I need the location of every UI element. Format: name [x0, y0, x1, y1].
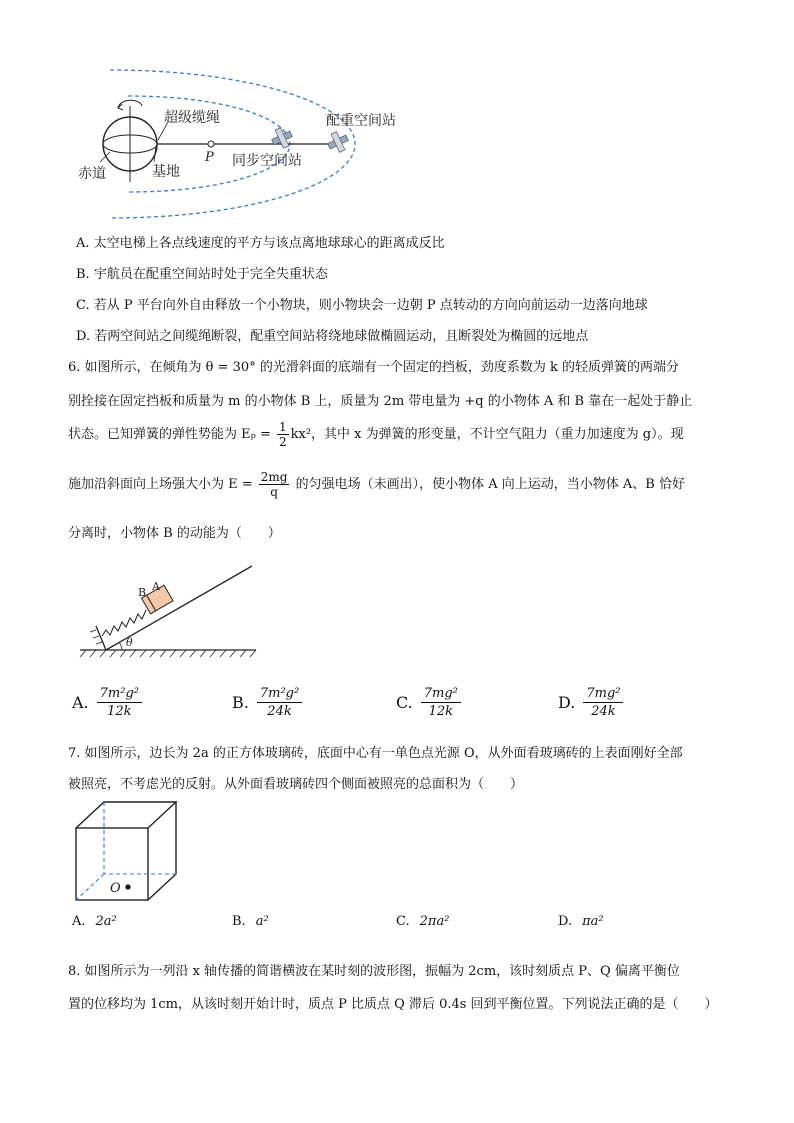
q7-option-b-letter: B. — [232, 914, 246, 929]
q7-option-c-letter: C. — [396, 914, 410, 929]
label-equator: 赤道 — [78, 166, 106, 182]
q7-option-b-value: a² — [255, 914, 269, 929]
q6-option-b — [232, 686, 302, 719]
q6-line-2: 别拴接在固定挡板和质量为 m 的小物体 B 上，质量为 2m 带电量为 +q 的小物体 A 和 B 靠在一起处于静止 — [68, 394, 693, 409]
q6-option-a-den: 12k — [107, 704, 132, 719]
q6-option-d-den: 24k — [591, 704, 616, 719]
label-theta: θ — [126, 636, 133, 649]
q6-field-frac-den: q — [270, 485, 278, 499]
q7-option-a — [72, 914, 117, 929]
q6-line-5: 分离时，小物体 B 的动能为（ ） — [68, 526, 281, 541]
q6-option-d-num: 7mg² — [583, 686, 623, 703]
q7-option-d — [558, 914, 604, 929]
q7-option-d-letter: D. — [558, 914, 573, 929]
q6-option-a-num: 7m²g² — [97, 686, 142, 703]
q7-option-a-value: 2a² — [95, 914, 117, 929]
q6-line-4-post: 的匀强电场（未画出），使小物体 A 向上运动，当小物体 A、B 恰好 — [291, 477, 685, 492]
label-counterweight: 配重空间站 — [326, 113, 396, 129]
q6-line-3 — [68, 418, 684, 452]
q6-option-c-fraction — [421, 686, 461, 719]
q6-energy-fraction — [277, 420, 289, 449]
q7-option-c-value: 2πa² — [419, 914, 450, 929]
label-a: A — [152, 580, 160, 593]
q6-option-b-den: 24k — [267, 704, 292, 719]
q5-option-d: D. 若两空间站之间缆绳断裂，配重空间站将绕地球做椭圆运动，且断裂处为椭圆的远地点 — [76, 329, 589, 344]
q6-option-b-num: 7m²g² — [257, 686, 302, 703]
q6-option-b-fraction — [257, 686, 302, 719]
q6-line-1: 6. 如图所示，在倾角为 θ = 30° 的光滑斜面的底端有一个固定的挡板，劲度系数为 k 的轻质弹簧的两端分 — [68, 360, 679, 375]
q6-line-4-pre: 施加沿斜面向上场强大小为 E = — [68, 477, 257, 492]
q6-option-b-letter: B. — [232, 693, 249, 712]
q6-option-c-num: 7mg² — [421, 686, 461, 703]
q5-option-a: A. 太空电梯上各点线速度的平方与该点离地球球心的距离成反比 — [76, 236, 445, 251]
cube-figure — [72, 800, 182, 904]
q6-option-c-letter: C. — [396, 693, 413, 712]
incline-figure — [76, 560, 266, 662]
q6-option-c — [396, 686, 461, 719]
q6-line-4 — [68, 468, 685, 502]
q7-line-1: 7. 如图所示，边长为 2a 的正方体玻璃砖，底面中心有一单色点光源 O，从外面看玻璃砖的上表面刚好全部 — [68, 746, 683, 761]
space-elevator-figure — [70, 64, 430, 224]
q6-field-frac-num: 2mg — [260, 470, 288, 484]
q6-option-d-letter: D. — [558, 693, 576, 712]
q6-option-a-fraction — [97, 686, 142, 719]
q8-line-1: 8. 如图所示为一列沿 x 轴传播的简谐横波在某时刻的波形图，振幅为 2cm，该时刻质点 P、Q 偏离平衡位 — [68, 964, 680, 979]
q7-option-d-value: πa² — [582, 914, 604, 929]
q8-line-2: 置的位移均为 1cm，从该时刻开始计时，质点 P 比质点 Q 滞后 0.4s 回到平衡位置。下列说法正确的是（ ） — [68, 997, 718, 1012]
q6-option-a — [72, 686, 142, 719]
q7-line-2: 被照亮，不考虑光的反射。从外面看玻璃砖四个侧面被照亮的总面积为（ ） — [68, 777, 524, 792]
label-b: B — [138, 586, 147, 599]
q5-option-c: C. 若从 P 平台向外自由释放一个小物块，则小物块会一边朝 P 点转动的方向向前运动一边落向地球 — [76, 298, 648, 313]
q6-option-c-den: 12k — [428, 704, 454, 719]
label-rope: 超级缆绳 — [164, 110, 220, 126]
q5-option-b: B. 宇航员在配重空间站时处于完全失重状态 — [76, 267, 328, 282]
q6-energy-frac-den: 2 — [278, 435, 287, 449]
q7-option-c — [396, 914, 449, 929]
label-sync: 同步空间站 — [232, 153, 302, 169]
q6-energy-frac-num: 1 — [278, 420, 287, 434]
q7-option-b — [232, 914, 269, 929]
label-o: O — [110, 881, 121, 896]
q6-option-d-fraction — [583, 686, 623, 719]
label-p: P — [205, 150, 214, 165]
q6-option-a-letter: A. — [72, 693, 89, 712]
q6-line-3-post: kx²，其中 x 为弹簧的形变量，不计空气阻力（重力加速度为 g）。现 — [290, 427, 684, 442]
label-base: 基地 — [152, 164, 180, 180]
q6-line-3-pre: 状态。已知弹簧的弹性势能为 Eₚ = — [68, 427, 275, 442]
q6-option-d — [558, 686, 623, 719]
q7-option-a-letter: A. — [72, 914, 86, 929]
q6-field-fraction — [259, 470, 290, 499]
